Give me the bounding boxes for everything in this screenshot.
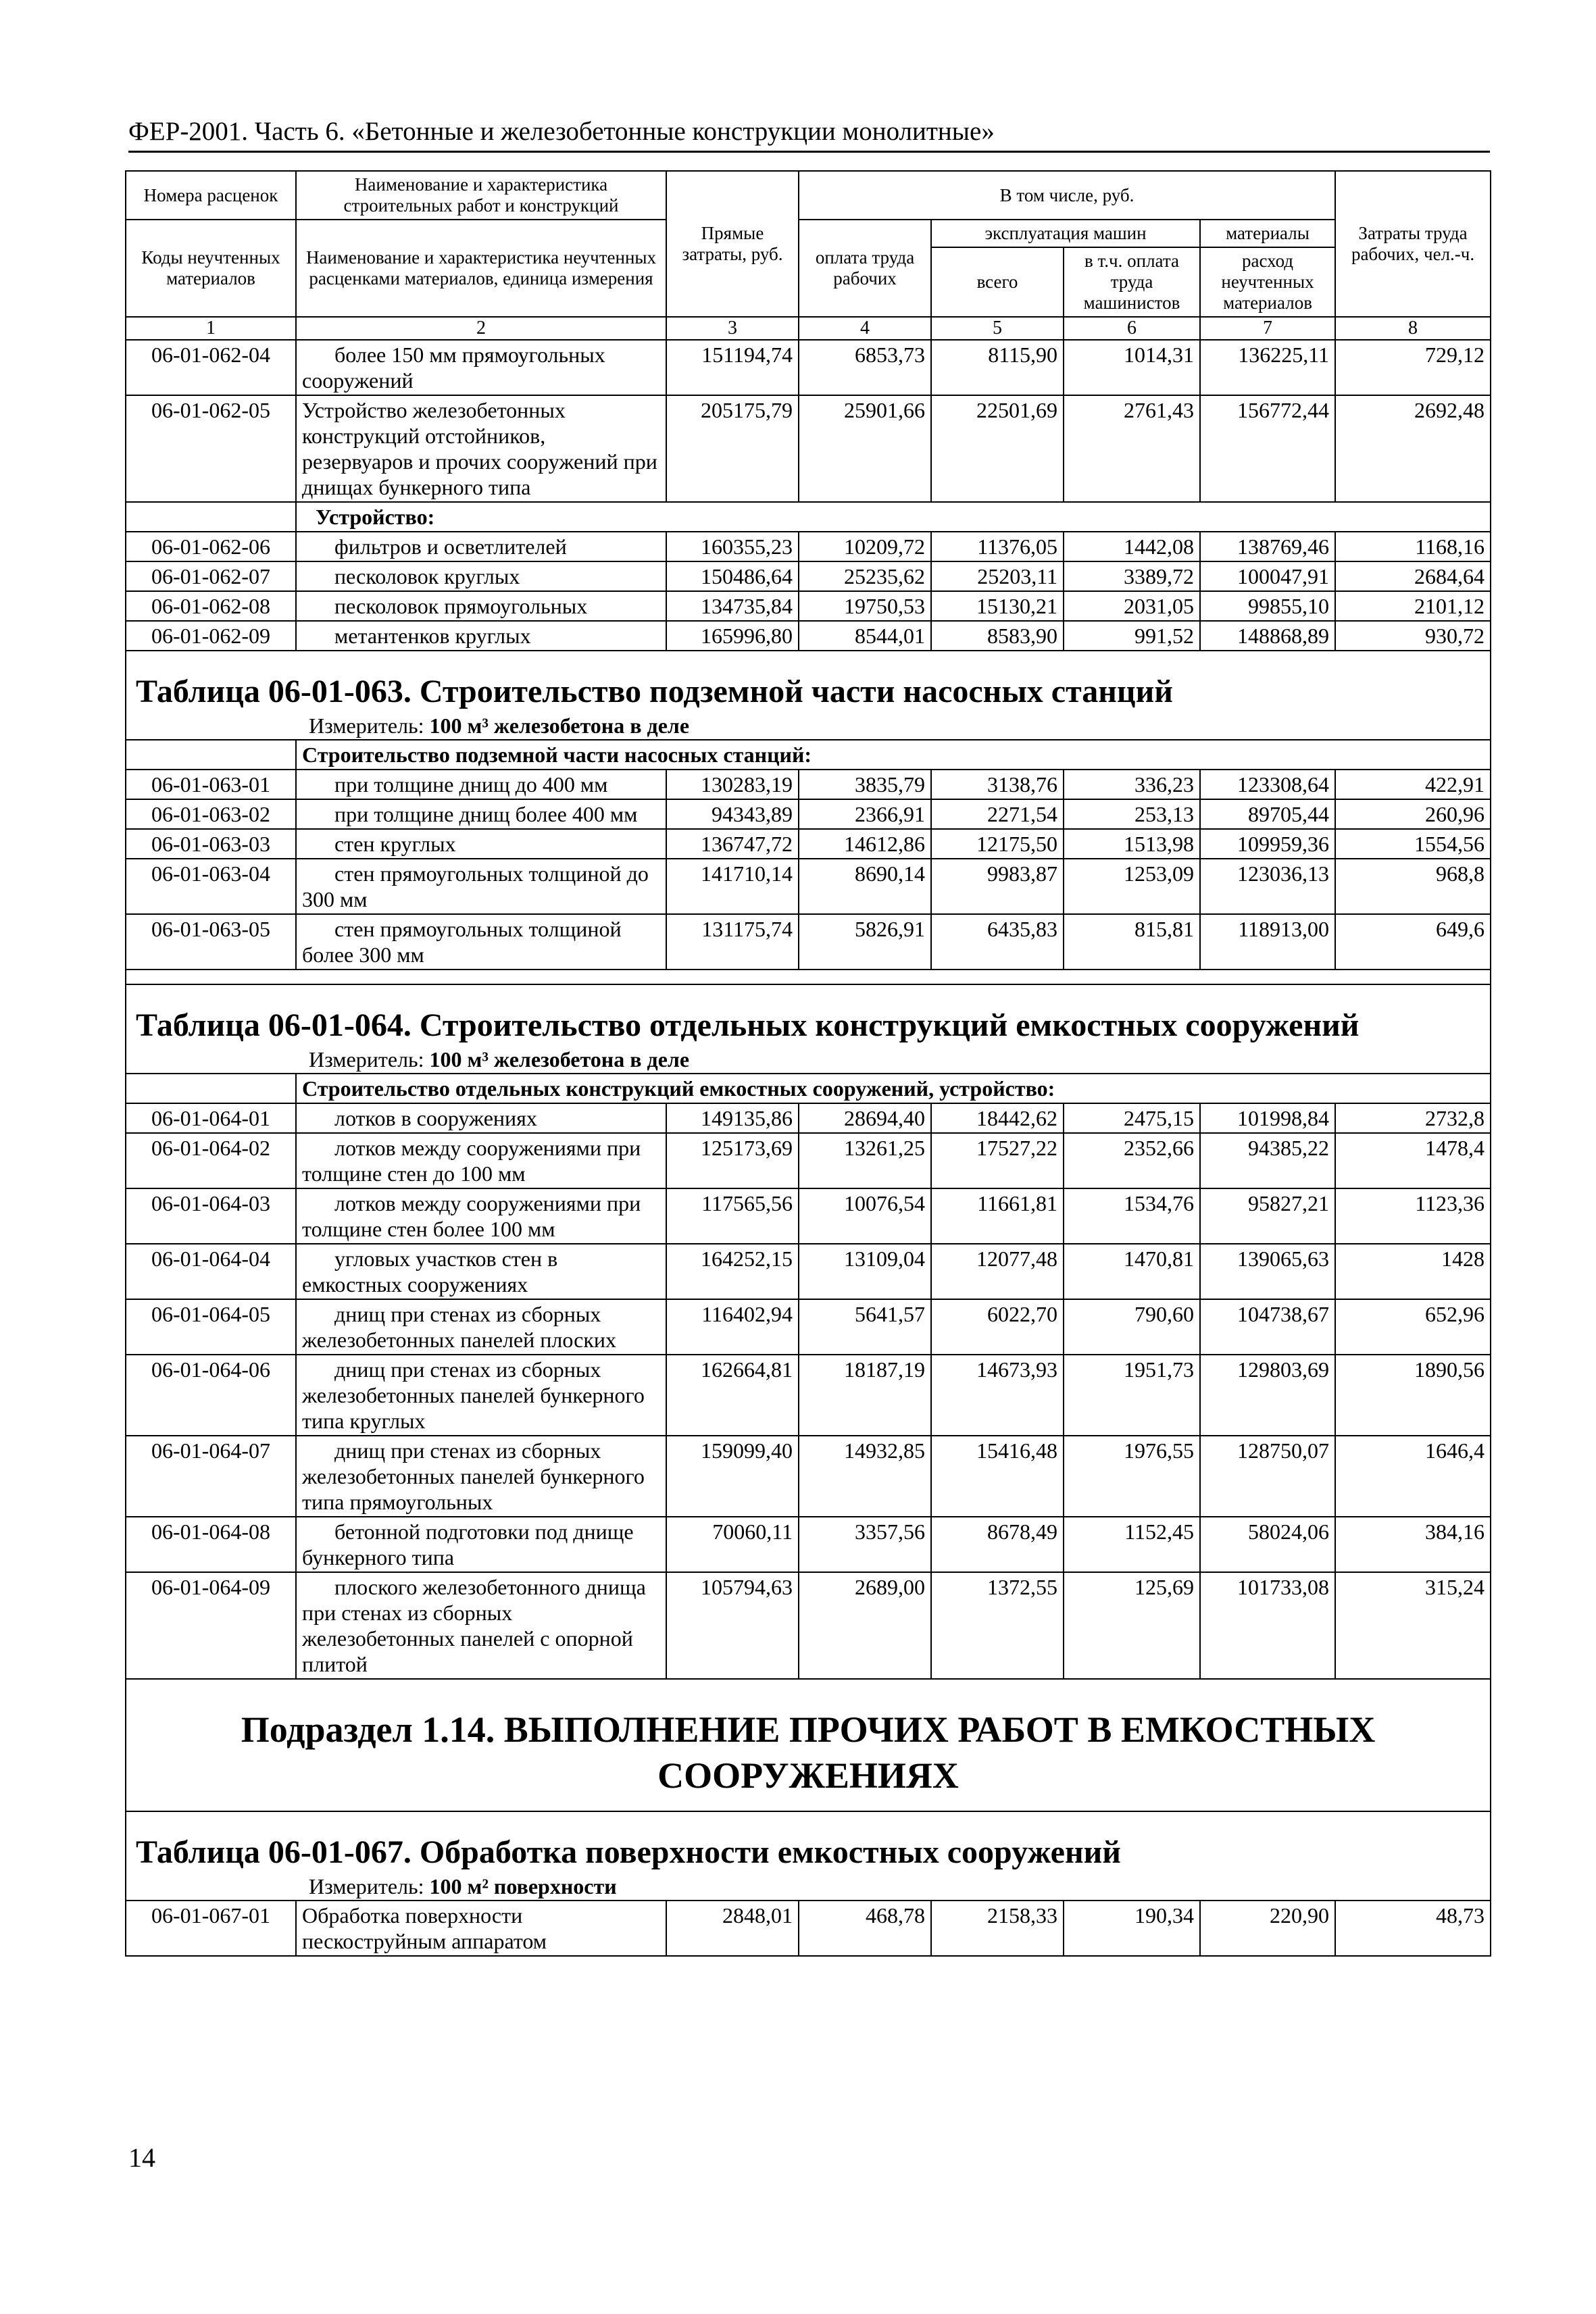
header-material-consumption: расход неучтенных материалов	[1200, 247, 1335, 317]
machine-total-value: 9983,87	[931, 859, 1064, 914]
machinist-pay-value: 1470,81	[1064, 1244, 1200, 1299]
column-number: 2	[296, 317, 666, 340]
table-row	[126, 1299, 1491, 1355]
machinist-pay-value: 336,23	[1064, 770, 1200, 799]
table-title: Таблица 06-01-067. Обработка поверхности емкостных сооружений	[136, 1834, 1121, 1870]
page-header: ФЕР-2001. Часть 6. «Бетонные и железобетонные конструкции монолитные»	[128, 116, 1490, 153]
machine-total-value: 14673,93	[931, 1355, 1064, 1436]
section-title: Подраздел 1.14. ВЫПОЛНЕНИЕ ПРОЧИХ РАБОТ В ЕМКОСТНЫХ СООРУЖЕНИЯХ	[241, 1709, 1376, 1796]
machinist-pay-value: 3389,72	[1064, 561, 1200, 591]
column-number: 5	[931, 317, 1064, 340]
table-row	[126, 1901, 1491, 1956]
labor-costs-value: 1428	[1335, 1244, 1491, 1299]
header-labor-costs: Затраты труда рабочих, чел.-ч.	[1335, 171, 1491, 317]
table-row	[126, 914, 1491, 970]
work-name: бетонной подготовки под днище бункерного типа	[296, 1517, 666, 1572]
machinist-pay-value: 190,34	[1064, 1901, 1200, 1956]
worker-pay-value: 19750,53	[799, 591, 931, 621]
worker-pay-value: 468,78	[799, 1901, 931, 1956]
worker-pay-value: 25901,66	[799, 395, 931, 502]
subheading: Строительство подземной части насосных станций:	[296, 740, 1491, 770]
labor-costs-value: 48,73	[1335, 1901, 1491, 1956]
header-rate-numbers: Номера расценок	[126, 171, 296, 220]
rate-code: 06-01-067-01	[126, 1901, 296, 1956]
measure-label: Измеритель:	[309, 1047, 424, 1072]
table-row	[126, 1188, 1491, 1244]
measure-value: 100 м³ железобетона в деле	[429, 713, 690, 738]
rate-code: 06-01-062-09	[126, 621, 296, 651]
rate-code: 06-01-064-09	[126, 1572, 296, 1679]
materials-value: 136225,11	[1200, 340, 1335, 395]
worker-pay-value: 14612,86	[799, 829, 931, 859]
labor-costs-value: 729,12	[1335, 340, 1491, 395]
direct-costs-value: 2848,01	[666, 1901, 799, 1956]
table-row	[126, 829, 1491, 859]
materials-value: 94385,22	[1200, 1133, 1335, 1188]
work-name: плоского железобетонного днища при стенах из сборных железобетонных панелей с опорной плитой	[296, 1572, 666, 1679]
rate-code: 06-01-064-03	[126, 1188, 296, 1244]
machinist-pay-value: 790,60	[1064, 1299, 1200, 1355]
table-row	[126, 340, 1491, 395]
table-row	[126, 1103, 1491, 1133]
work-name: более 150 мм прямоугольных сооружений	[296, 340, 666, 395]
materials-value: 101733,08	[1200, 1572, 1335, 1679]
labor-costs-value: 2692,48	[1335, 395, 1491, 502]
machine-total-value: 15130,21	[931, 591, 1064, 621]
measure-line	[126, 712, 1490, 739]
rate-code: 06-01-064-04	[126, 1244, 296, 1299]
direct-costs-value: 94343,89	[666, 799, 799, 829]
table-row	[126, 859, 1491, 914]
labor-costs-value: 315,24	[1335, 1572, 1491, 1679]
labor-costs-value: 968,8	[1335, 859, 1491, 914]
materials-value: 123036,13	[1200, 859, 1335, 914]
table-row	[126, 621, 1491, 651]
work-name: лотков между сооружениями при толщине стен более 100 мм	[296, 1188, 666, 1244]
labor-costs-value: 1890,56	[1335, 1355, 1491, 1436]
direct-costs-value: 125173,69	[666, 1133, 799, 1188]
direct-costs-value: 205175,79	[666, 395, 799, 502]
rate-code: 06-01-063-04	[126, 859, 296, 914]
measure-label: Измеритель:	[309, 1874, 424, 1898]
direct-costs-value: 136747,72	[666, 829, 799, 859]
machine-total-value: 22501,69	[931, 395, 1064, 502]
labor-costs-value: 1554,56	[1335, 829, 1491, 859]
worker-pay-value: 2689,00	[799, 1572, 931, 1679]
column-number: 1	[126, 317, 296, 340]
worker-pay-value: 13261,25	[799, 1133, 931, 1188]
machinist-pay-value: 1152,45	[1064, 1517, 1200, 1572]
measure-value: 100 м³ железобетона в деле	[429, 1047, 690, 1072]
table-row	[126, 1355, 1491, 1436]
rate-code: 06-01-064-02	[126, 1133, 296, 1188]
machinist-pay-value: 1951,73	[1064, 1355, 1200, 1436]
machine-total-value: 12175,50	[931, 829, 1064, 859]
machinist-pay-value: 125,69	[1064, 1572, 1200, 1679]
labor-costs-value: 1478,4	[1335, 1133, 1491, 1188]
machine-total-value: 1372,55	[931, 1572, 1064, 1679]
work-name: лотков между сооружениями при толщине стен до 100 мм	[296, 1133, 666, 1188]
direct-costs-value: 117565,56	[666, 1188, 799, 1244]
materials-value: 128750,07	[1200, 1436, 1335, 1517]
machine-total-value: 8115,90	[931, 340, 1064, 395]
worker-pay-value: 14932,85	[799, 1436, 931, 1517]
work-name: стен прямоугольных толщиной до 300 мм	[296, 859, 666, 914]
machine-total-value: 3138,76	[931, 770, 1064, 799]
worker-pay-value: 25235,62	[799, 561, 931, 591]
direct-costs-value: 149135,86	[666, 1103, 799, 1133]
work-name: Устройство железобетонных конструкций отстойников, резервуаров и прочих сооружений при днищах бункерного типа	[296, 395, 666, 502]
column-number: 6	[1064, 317, 1200, 340]
header-machine-operation: эксплуатация машин	[931, 220, 1200, 247]
table-row	[126, 395, 1491, 502]
materials-value: 123308,64	[1200, 770, 1335, 799]
subheading: Устройство:	[296, 502, 1491, 532]
machinist-pay-value: 1513,98	[1064, 829, 1200, 859]
worker-pay-value: 8690,14	[799, 859, 931, 914]
rate-code: 06-01-064-01	[126, 1103, 296, 1133]
page-number: 14	[128, 2142, 155, 2173]
materials-value: 109959,36	[1200, 829, 1335, 859]
materials-value: 101998,84	[1200, 1103, 1335, 1133]
machine-total-value: 15416,48	[931, 1436, 1064, 1517]
direct-costs-value: 160355,23	[666, 532, 799, 561]
machinist-pay-value: 253,13	[1064, 799, 1200, 829]
column-number: 7	[1200, 317, 1335, 340]
table-row	[126, 770, 1491, 799]
machine-total-value: 6022,70	[931, 1299, 1064, 1355]
table-row	[126, 799, 1491, 829]
machine-total-value: 11661,81	[931, 1188, 1064, 1244]
table-row	[126, 1133, 1491, 1188]
materials-value: 100047,91	[1200, 561, 1335, 591]
machine-total-value: 12077,48	[931, 1244, 1064, 1299]
rate-code: 06-01-063-01	[126, 770, 296, 799]
labor-costs-value: 1646,4	[1335, 1436, 1491, 1517]
work-name: стен прямоугольных толщиной более 300 мм	[296, 914, 666, 970]
table-row	[126, 1436, 1491, 1517]
machine-total-value: 8678,49	[931, 1517, 1064, 1572]
worker-pay-value: 10209,72	[799, 532, 931, 561]
direct-costs-value: 105794,63	[666, 1572, 799, 1679]
subheading-row	[126, 1074, 1491, 1103]
header-materials: материалы	[1200, 220, 1335, 247]
table-row	[126, 1517, 1491, 1572]
labor-costs-value: 2684,64	[1335, 561, 1491, 591]
machinist-pay-value: 2352,66	[1064, 1133, 1200, 1188]
machinist-pay-value: 1442,08	[1064, 532, 1200, 561]
rate-code: 06-01-064-08	[126, 1517, 296, 1572]
materials-value: 156772,44	[1200, 395, 1335, 502]
machine-total-value: 2158,33	[931, 1901, 1064, 1956]
table-row	[126, 1572, 1491, 1679]
header-material-name: Наименование и характеристика неучтенных расценками материалов, единица измерения	[296, 220, 666, 317]
section-row	[126, 1679, 1491, 1811]
materials-value: 99855,10	[1200, 591, 1335, 621]
column-number: 8	[1335, 317, 1491, 340]
labor-costs-value: 652,96	[1335, 1299, 1491, 1355]
worker-pay-value: 6853,73	[799, 340, 931, 395]
worker-pay-value: 3835,79	[799, 770, 931, 799]
materials-value: 220,90	[1200, 1901, 1335, 1956]
header-machine-total: всего	[931, 247, 1064, 317]
work-name: стен круглых	[296, 829, 666, 859]
table-row	[126, 1244, 1491, 1299]
column-number: 3	[666, 317, 799, 340]
machinist-pay-value: 1534,76	[1064, 1188, 1200, 1244]
column-number: 4	[799, 317, 931, 340]
measure-line	[126, 1046, 1490, 1073]
direct-costs-value: 134735,84	[666, 591, 799, 621]
labor-costs-value: 384,16	[1335, 1517, 1491, 1572]
machine-total-value: 18442,62	[931, 1103, 1064, 1133]
work-name: метантенков круглых	[296, 621, 666, 651]
machine-total-value: 25203,11	[931, 561, 1064, 591]
machinist-pay-value: 1253,09	[1064, 859, 1200, 914]
rate-code: 06-01-062-06	[126, 532, 296, 561]
machine-total-value: 6435,83	[931, 914, 1064, 970]
rate-code: 06-01-063-05	[126, 914, 296, 970]
table-row	[126, 591, 1491, 621]
work-name: песколовок прямоугольных	[296, 591, 666, 621]
header-including: В том числе, руб.	[799, 171, 1335, 220]
header-work-name: Наименование и характеристика строительных работ и конструкций	[296, 171, 666, 220]
materials-value: 89705,44	[1200, 799, 1335, 829]
rate-code: 06-01-062-07	[126, 561, 296, 591]
worker-pay-value: 2366,91	[799, 799, 931, 829]
table-title: Таблица 06-01-063. Строительство подземной части насосных станций	[136, 674, 1173, 709]
direct-costs-value: 70060,11	[666, 1517, 799, 1572]
labor-costs-value: 422,91	[1335, 770, 1491, 799]
rate-code: 06-01-063-02	[126, 799, 296, 829]
labor-costs-value: 2732,8	[1335, 1103, 1491, 1133]
labor-costs-value: 649,6	[1335, 914, 1491, 970]
direct-costs-value: 141710,14	[666, 859, 799, 914]
machinist-pay-value: 2475,15	[1064, 1103, 1200, 1133]
rate-code: 06-01-062-05	[126, 395, 296, 502]
work-name: фильтров и осветлителей	[296, 532, 666, 561]
direct-costs-value: 131175,74	[666, 914, 799, 970]
worker-pay-value: 28694,40	[799, 1103, 931, 1133]
header-direct-costs: Прямые затраты, руб.	[666, 171, 799, 317]
machinist-pay-value: 2761,43	[1064, 395, 1200, 502]
worker-pay-value: 5641,57	[799, 1299, 931, 1355]
work-name: угловых участков стен в емкостных сооружениях	[296, 1244, 666, 1299]
direct-costs-value: 165996,80	[666, 621, 799, 651]
materials-value: 138769,46	[1200, 532, 1335, 561]
materials-value: 129803,69	[1200, 1355, 1335, 1436]
materials-value: 104738,67	[1200, 1299, 1335, 1355]
work-name: при толщине днищ до 400 мм	[296, 770, 666, 799]
table-caption-row	[126, 984, 1491, 1074]
rate-code: 06-01-062-08	[126, 591, 296, 621]
table-row	[126, 532, 1491, 561]
machinist-pay-value: 1014,31	[1064, 340, 1200, 395]
labor-costs-value: 1168,16	[1335, 532, 1491, 561]
worker-pay-value: 18187,19	[799, 1355, 931, 1436]
machine-total-value: 11376,05	[931, 532, 1064, 561]
labor-costs-value: 2101,12	[1335, 591, 1491, 621]
worker-pay-value: 3357,56	[799, 1517, 931, 1572]
header-material-codes: Коды неучтенных материалов	[126, 220, 296, 317]
worker-pay-value: 13109,04	[799, 1244, 931, 1299]
machine-total-value: 17527,22	[931, 1133, 1064, 1188]
worker-pay-value: 8544,01	[799, 621, 931, 651]
labor-costs-value: 1123,36	[1335, 1188, 1491, 1244]
machinist-pay-value: 2031,05	[1064, 591, 1200, 621]
direct-costs-value: 162664,81	[666, 1355, 799, 1436]
materials-value: 58024,06	[1200, 1517, 1335, 1572]
measure-value: 100 м² поверхности	[429, 1874, 617, 1898]
work-name: при толщине днищ более 400 мм	[296, 799, 666, 829]
rate-code: 06-01-064-07	[126, 1436, 296, 1517]
measure-label: Измеритель:	[309, 713, 424, 738]
rate-code: 06-01-063-03	[126, 829, 296, 859]
machinist-pay-value: 815,81	[1064, 914, 1200, 970]
direct-costs-value: 150486,64	[666, 561, 799, 591]
materials-value: 95827,21	[1200, 1188, 1335, 1244]
header-machinist-pay: в т.ч. оплата труда машинистов	[1064, 247, 1200, 317]
work-name: днищ при стенах из сборных железобетонных панелей плоских	[296, 1299, 666, 1355]
materials-value: 139065,63	[1200, 1244, 1335, 1299]
measure-line	[126, 1873, 1490, 1900]
machine-total-value: 8583,90	[931, 621, 1064, 651]
work-name: днищ при стенах из сборных железобетонных панелей бункерного типа круглых	[296, 1355, 666, 1436]
table-row	[126, 561, 1491, 591]
header-worker-pay: оплата труда рабочих	[799, 220, 931, 317]
machinist-pay-value: 991,52	[1064, 621, 1200, 651]
work-name: песколовок круглых	[296, 561, 666, 591]
work-name: днищ при стенах из сборных железобетонных панелей бункерного типа прямоугольных	[296, 1436, 666, 1517]
estimate-table	[125, 170, 1491, 1957]
work-name: Обработка поверхности пескоструйным аппаратом	[296, 1901, 666, 1956]
labor-costs-value: 930,72	[1335, 621, 1491, 651]
subheading-row	[126, 740, 1491, 770]
subheading-row	[126, 502, 1491, 532]
direct-costs-value: 130283,19	[666, 770, 799, 799]
machine-total-value: 2271,54	[931, 799, 1064, 829]
rate-code: 06-01-062-04	[126, 340, 296, 395]
labor-costs-value: 260,96	[1335, 799, 1491, 829]
subheading: Строительство отдельных конструкций емкостных сооружений, устройство:	[296, 1074, 1491, 1103]
table-caption-row	[126, 1811, 1491, 1901]
machinist-pay-value: 1976,55	[1064, 1436, 1200, 1517]
work-name: лотков в сооружениях	[296, 1103, 666, 1133]
direct-costs-value: 159099,40	[666, 1436, 799, 1517]
rate-code: 06-01-064-05	[126, 1299, 296, 1355]
table-caption-row	[126, 651, 1491, 740]
table-title: Таблица 06-01-064. Строительство отдельных конструкций емкостных сооружений	[136, 1007, 1360, 1043]
rate-code: 06-01-064-06	[126, 1355, 296, 1436]
materials-value: 148868,89	[1200, 621, 1335, 651]
materials-value: 118913,00	[1200, 914, 1335, 970]
direct-costs-value: 116402,94	[666, 1299, 799, 1355]
worker-pay-value: 10076,54	[799, 1188, 931, 1244]
worker-pay-value: 5826,91	[799, 914, 931, 970]
direct-costs-value: 151194,74	[666, 340, 799, 395]
direct-costs-value: 164252,15	[666, 1244, 799, 1299]
